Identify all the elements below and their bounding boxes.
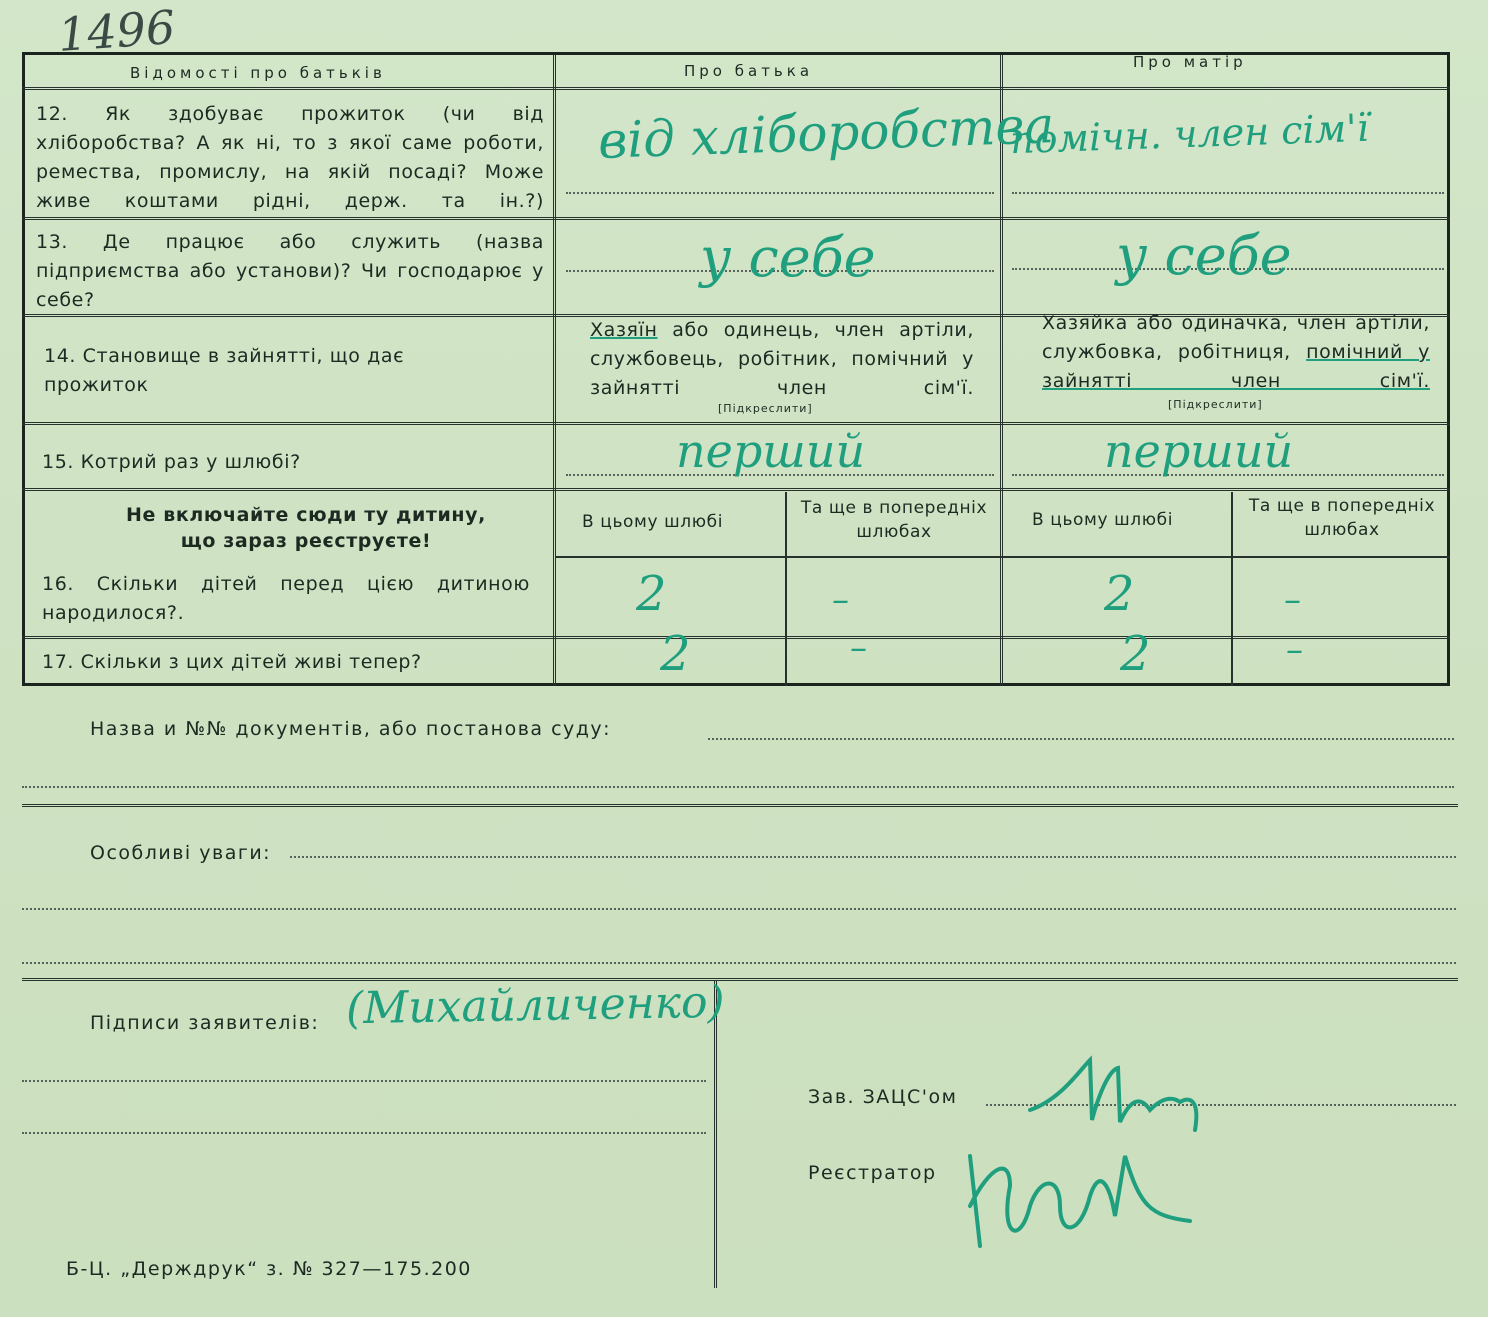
row-divider-15 [22, 488, 1450, 491]
underline-hint-mother: [Підкреслити] [1168, 398, 1263, 411]
printer-imprint: Б-Ц. „Держдрук“ з. № 327—175.200 [66, 1258, 472, 1280]
subcolumn-divider-mother [1231, 492, 1233, 686]
question-12: 12. Як здобуває прожиток (чи від хліборобства? А як ні, то з якої саме роботи, ремества, промислу, на якій посаді? Може живе коштами рідні, держ. та ін.?) [36, 103, 544, 212]
column-divider-1 [553, 55, 556, 686]
father-children-previous: – [832, 580, 849, 620]
applicant-signature: (Михайличенко) [345, 976, 726, 1035]
question-13: 13. Де працює або служить (назва підприємства або установи)? Чи господарює у себе? [36, 231, 544, 311]
section-divider-2 [22, 978, 1458, 981]
question-16: 16. Скільки дітей перед цією дитиною народилося?. [42, 573, 530, 624]
header-parents-info: Відомості про батьків [130, 64, 386, 82]
remarks-line-2 [22, 908, 1456, 910]
father-status-options: або одинець, член артіли, службовець, робітник, помічний у зайнятті член сім'ї. [590, 319, 974, 399]
father-workplace-answer: у себе [700, 226, 876, 289]
documents-line [708, 738, 1454, 740]
documents-label: Назва и №№ документів, або постанова суду: [90, 718, 612, 740]
father-children-alive-previous: – [850, 628, 867, 668]
remarks-label: Особливі уваги: [90, 842, 272, 864]
header-father: Про батька [684, 62, 814, 80]
answer-line [1012, 192, 1444, 194]
question-17: 17. Скільки з цих дітей живі тепер? [42, 651, 422, 673]
father-children-this: 2 [636, 566, 667, 622]
subheader-divider [556, 556, 1450, 558]
head-of-office-label: Зав. ЗАЦС'ом [808, 1086, 958, 1108]
applicants-signature-label: Підписи заявителів: [90, 1012, 320, 1034]
mother-marriage-count: перший [1104, 424, 1294, 478]
archive-number: 1496 [56, 0, 177, 63]
father-income-answer: від хліборобства [597, 96, 1056, 170]
father-marriage-count: перший [676, 424, 866, 478]
subcolumn-divider-father [785, 492, 787, 686]
signature-line-2 [22, 1132, 706, 1134]
father-children-alive-this: 2 [660, 626, 691, 682]
mother-children-this: 2 [1104, 566, 1135, 622]
question-15: 15. Котрий раз у шлюбі? [42, 451, 301, 473]
mother-children-previous: – [1284, 580, 1301, 620]
mother-employment-status [1042, 309, 1430, 396]
father-previous-marriages-header: Та ще в попередніх шлюбах [800, 498, 988, 542]
registrar-signature-scribble [950, 1126, 1210, 1276]
father-status-underlined: Хазяїн [590, 319, 658, 341]
signature-line-1 [22, 1080, 706, 1082]
row-divider-12 [22, 217, 1450, 220]
header-mother: Про матір [1133, 53, 1247, 71]
underline-hint-father: [Підкреслити] [718, 402, 813, 415]
row-divider-16 [22, 636, 1450, 639]
mother-this-marriage-header: В цьому шлюбі [1032, 510, 1174, 530]
exclude-child-note: Не включайте сюди ту дитину, що зараз реєструєте! [126, 504, 486, 552]
answer-line [566, 192, 994, 194]
mother-children-alive-previous: – [1286, 630, 1303, 670]
registrar-label: Реєстратор [808, 1162, 937, 1184]
mother-status-underlined: помічний у зайнятті член сім'ї. [1042, 341, 1430, 392]
mother-income-answer: помічн. член сім'ї [1009, 105, 1370, 163]
remarks-line-3 [22, 962, 1456, 964]
father-employment-status [590, 316, 974, 403]
row-divider-header [22, 87, 1450, 90]
mother-previous-marriages-header: Та ще в попередніх шлюбах [1248, 496, 1436, 540]
remarks-line-1 [290, 856, 1456, 858]
mother-status-options: Хазяйка або одиначка, член артіли, службовка, робітниця, [1042, 312, 1430, 363]
mother-children-alive-this: 2 [1120, 626, 1151, 682]
father-this-marriage-header: В цьому шлюбі [582, 512, 724, 532]
question-14: 14. Становище в зайнятті, що дає прожиток [44, 345, 405, 396]
mother-workplace-answer: у себе [1116, 224, 1292, 287]
section-divider-1 [22, 804, 1458, 807]
documents-line-2 [22, 786, 1454, 788]
